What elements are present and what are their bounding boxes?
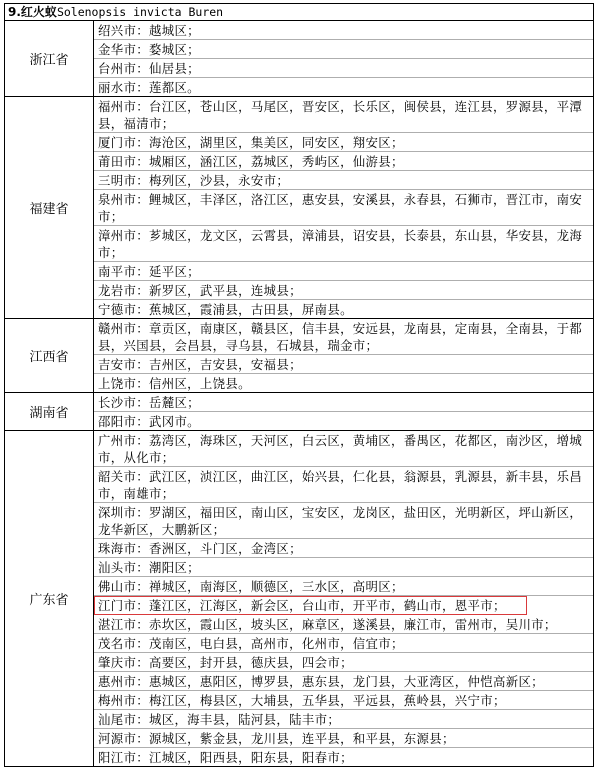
city-list — [94, 431, 593, 766]
city-entry: 龙岩市：新罗区，武平县，连城县； — [94, 281, 593, 300]
city-entry: 阳江市：江城区，阳西县，阳东县，阳春市； — [98, 750, 353, 765]
city-entry: 韶关市：武江区，浈江区，曲江区，始兴县，仁化县，翁源县，乳源县，新丰县，乐昌市，南雄市； — [94, 467, 593, 503]
city-entry: 上饶市：信州区，上饶县。 — [98, 376, 251, 391]
province-name: 福建省 — [5, 97, 94, 318]
table-title — [5, 4, 593, 21]
document-table — [4, 3, 594, 767]
city-entry: 丽水市：莲都区。 — [98, 80, 200, 95]
city-entry: 金华市：婺城区； — [94, 40, 593, 59]
province-row — [5, 431, 593, 767]
province-name: 湖南省 — [5, 393, 94, 430]
province-name: 广东省 — [5, 431, 94, 766]
city-entry: 福州市：台江区，苍山区，马尾区，晋安区，长乐区，闽侯县，连江县，罗源县，平潭县，福清市； — [94, 97, 593, 133]
city-entry: 宁德市：蕉城区，霞浦县，古田县，屏南县。 — [98, 302, 353, 317]
city-entry: 南平市：延平区； — [94, 262, 593, 281]
species-chinese-name: 红火蚁 — [20, 5, 57, 19]
province-row — [5, 393, 593, 431]
species-latin-name: Solenopsis invicta Buren — [56, 5, 224, 19]
city-entry: 莆田市：城厢区，涵江区，荔城区，秀屿区，仙游县； — [94, 152, 593, 171]
city-entry: 惠州市：惠城区，惠阳区，博罗县，惠东县，龙门县，大亚湾区，仲恺高新区； — [94, 672, 593, 691]
city-entry: 吉安市：吉州区，吉安县，安福县； — [94, 355, 593, 374]
city-list — [94, 393, 593, 430]
city-list — [94, 97, 593, 318]
province-row — [5, 21, 593, 97]
city-entry: 三明市：梅列区，沙县，永安市； — [94, 171, 593, 190]
city-entry: 广州市：荔湾区，海珠区，天河区，白云区，黄埔区，番禺区，花都区，南沙区，增城市，从化市； — [94, 431, 593, 467]
city-entry: 湛江市：赤坎区，霞山区，坡头区，麻章区，遂溪县，廉江市，雷州市，吴川市； — [94, 615, 593, 634]
city-entry: 台州市：仙居县； — [94, 59, 593, 78]
city-entry: 漳州市：芗城区，龙文区，云霄县，漳浦县，诏安县，长泰县，东山县，华安县，龙海市； — [94, 226, 593, 262]
province-row — [5, 97, 593, 319]
city-entry: 长沙市：岳麓区； — [94, 393, 593, 412]
city-entry: 赣州市：章贡区，南康区，赣县区，信丰县，安远县，龙南县，定南县，全南县，于都县，兴国县，会昌县，寻乌县，石城县，瑞金市； — [94, 319, 593, 355]
province-row — [5, 319, 593, 393]
city-entry: 邵阳市：武冈市。 — [98, 414, 200, 429]
city-list — [94, 319, 593, 392]
province-name: 江西省 — [5, 319, 94, 392]
city-entry: 泉州市：鲤城区，丰泽区，洛江区，惠安县，安溪县，永春县，石狮市，晋江市，南安市； — [94, 190, 593, 226]
city-entry: 佛山市：禅城区，南海区，顺德区，三水区，高明区； — [94, 577, 593, 596]
city-entry-highlighted: 江门市：蓬江区，江海区，新会区，台山市，开平市，鹤山市，恩平市； — [94, 596, 527, 615]
city-entry: 梅州市：梅江区，梅县区，大埔县，五华县，平远县，蕉岭县，兴宁市； — [94, 691, 593, 710]
city-entry: 汕头市：潮阳区； — [94, 558, 593, 577]
province-rows — [5, 21, 593, 767]
city-entry: 厦门市：海沧区，湖里区，集美区，同安区，翔安区； — [94, 133, 593, 152]
city-entry: 河源市：源城区，紫金县，龙川县，连平县，和平县，东源县； — [94, 729, 593, 748]
city-entry: 茂名市：茂南区，电白县，高州市，化州市，信宜市； — [94, 634, 593, 653]
city-entry: 汕尾市：城区，海丰县，陆河县，陆丰市； — [94, 710, 593, 729]
city-entry: 珠海市：香洲区，斗门区，金湾区； — [94, 539, 593, 558]
city-list — [94, 21, 593, 96]
section-number: 9. — [8, 5, 21, 19]
province-name: 浙江省 — [5, 21, 94, 96]
city-entry: 绍兴市：越城区； — [94, 21, 593, 40]
city-entry: 肇庆市：高要区，封开县，德庆县，四会市； — [94, 653, 593, 672]
city-entry: 深圳市：罗湖区，福田区，南山区，宝安区，龙岗区，盐田区，光明新区，坪山新区，龙华新区，大鹏新区； — [94, 503, 593, 539]
